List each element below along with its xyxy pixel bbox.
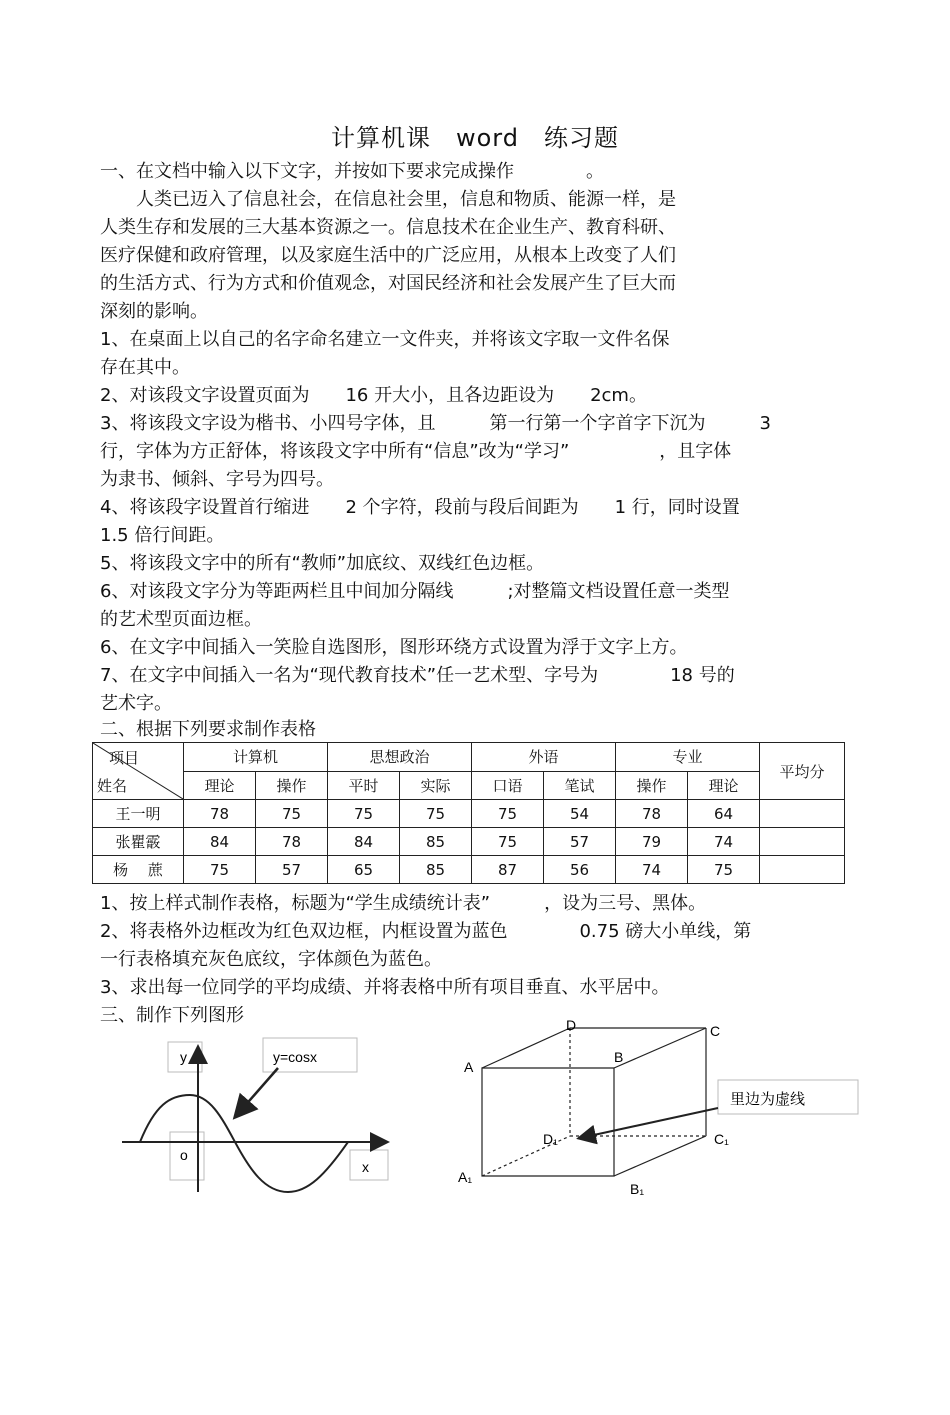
task-line: 的艺术型页面边框。 — [100, 609, 262, 630]
score-cell: 75 — [328, 800, 400, 828]
passage-line: 人类生存和发展的三大基本资源之一。信息技术在企业生产、教育科研、 — [100, 217, 676, 238]
score-cell: 74 — [616, 856, 688, 884]
average-cell — [760, 856, 845, 884]
vertex-label-A1: A₁ — [458, 1169, 473, 1185]
vertex-label-B1: B₁ — [630, 1181, 645, 1197]
note-text: 里边为虚线 — [730, 1090, 806, 1108]
section3-heading: 三、制作下列图形 — [100, 1005, 244, 1026]
score-cell: 74 — [688, 828, 760, 856]
pointer-arrow — [236, 1068, 278, 1116]
y-axis-label: y — [180, 1049, 187, 1065]
corner-bottom-label: 姓名 — [97, 777, 128, 795]
group-header: 外语 — [472, 743, 616, 772]
vertex-label-D1: D₁ — [543, 1131, 558, 1147]
score-cell: 75 — [184, 856, 256, 884]
score-cell: 75 — [472, 800, 544, 828]
student-name: 杨 蔗 — [93, 856, 184, 884]
subheader: 口语 — [472, 771, 544, 800]
score-cell: 75 — [688, 856, 760, 884]
corner-cell — [93, 743, 184, 800]
group-header: 计算机 — [184, 743, 328, 772]
group-header: 思想政治 — [328, 743, 472, 772]
task-line: 艺术字。 — [100, 693, 172, 714]
table-row — [93, 828, 845, 856]
score-cell: 85 — [400, 828, 472, 856]
cosine-graph-figure — [110, 1030, 400, 1205]
score-cell: 57 — [544, 828, 616, 856]
score-cell: 54 — [544, 800, 616, 828]
group-header: 专业 — [616, 743, 760, 772]
subheader: 理论 — [184, 771, 256, 800]
task-line: 为隶书、倾斜、字号为四号。 — [100, 469, 334, 490]
page-title: 计算机课 word 练习题 — [331, 124, 619, 152]
score-cell: 78 — [256, 828, 328, 856]
subheader: 操作 — [616, 771, 688, 800]
cube-edge — [482, 1028, 570, 1068]
cube-figure — [450, 1012, 870, 1202]
score-cell: 57 — [256, 856, 328, 884]
subheader: 平时 — [328, 771, 400, 800]
task-line: 5、将该段文字中的所有“教师”加底纹、双线红色边框。 — [100, 553, 545, 574]
table-row — [93, 856, 845, 884]
passage-line: 医疗保健和政府管理，以及家庭生活中的广泛应用，从根本上改变了人们 — [100, 245, 676, 266]
task-line: 6、对该段文字分为等距两栏且中间加分隔线 ;对整篇文档设置任意一类型 — [100, 581, 730, 602]
task-line: 4、将该段字设置首行缩进 2 个字符，段前与段后间距为 1 行，同时设置 — [100, 497, 740, 518]
task-line: 1.5 倍行间距。 — [100, 525, 225, 546]
average-header: 平均分 — [760, 743, 845, 800]
corner-top-label: 项目 — [109, 749, 140, 767]
vertex-label-C1: C₁ — [714, 1131, 729, 1147]
cube-front-face — [482, 1068, 614, 1176]
task-line: 3、将该段文字设为楷书、小四号字体，且 第一行第一个字首字下沉为 3 — [100, 413, 771, 434]
average-cell — [760, 828, 845, 856]
score-cell: 78 — [616, 800, 688, 828]
x-label-box — [350, 1150, 388, 1180]
passage-line: 的生活方式、行为方式和价值观念，对国民经济和社会发展产生了巨大而 — [100, 273, 676, 294]
task-line: 1、在桌面上以自己的名字命名建立一文件夹，并将该文字取一文件名保 — [100, 329, 670, 350]
task-line: 6、在文字中间插入一笑脸自选图形，图形环绕方式设置为浮于文字上方。 — [100, 637, 688, 658]
origin-label: o — [180, 1147, 188, 1163]
task-line: 行，字体为方正舒体，将该段文字中所有“信息”改为“学习” ，且字体 — [100, 441, 732, 462]
score-cell: 75 — [472, 828, 544, 856]
task-line: 存在其中。 — [100, 357, 190, 378]
score-cell: 84 — [184, 828, 256, 856]
score-table — [92, 742, 845, 884]
subheader: 理论 — [688, 771, 760, 800]
note-arrow — [580, 1108, 718, 1138]
section1-heading: 一、在文档中输入以下文字，并按如下要求完成操作 。 — [100, 161, 604, 182]
score-cell: 78 — [184, 800, 256, 828]
task-line: 7、在文字中间插入一名为“现代教育技术”任一艺术型、字号为 18 号的 — [100, 665, 735, 686]
subheader: 实际 — [400, 771, 472, 800]
score-cell: 79 — [616, 828, 688, 856]
task-line: 3、求出每一位同学的平均成绩、并将表格中所有项目垂直、水平居中。 — [100, 977, 670, 998]
score-cell: 75 — [400, 800, 472, 828]
score-cell: 85 — [400, 856, 472, 884]
section2-heading: 二、根据下列要求制作表格 — [100, 719, 316, 740]
task-line: 一行表格填充灰色底纹，字体颜色为蓝色。 — [100, 949, 442, 970]
score-cell: 65 — [328, 856, 400, 884]
task-line: 1、按上样式制作表格，标题为“学生成绩统计表” ，设为三号、黑体。 — [100, 893, 707, 914]
table-row — [93, 800, 845, 828]
vertex-label-C: C — [710, 1023, 721, 1039]
average-cell — [760, 800, 845, 828]
score-cell: 84 — [328, 828, 400, 856]
task-line: 2、对该段文字设置页面为 16 开大小，且各边距设为 2cm。 — [100, 385, 647, 406]
vertex-label-A: A — [464, 1059, 474, 1075]
cube-edge — [614, 1028, 706, 1068]
subheader: 操作 — [256, 771, 328, 800]
cube-edge — [614, 1136, 706, 1176]
student-name: 王一明 — [93, 800, 184, 828]
subheader: 笔试 — [544, 771, 616, 800]
passage-line: 深刻的影响。 — [100, 301, 208, 322]
score-cell: 64 — [688, 800, 760, 828]
function-label: y=cosx — [273, 1049, 317, 1065]
task-line: 2、将表格外边框改为红色双边框，内框设置为蓝色 0.75 磅大小单线，第 — [100, 921, 752, 942]
vertex-label-D: D — [566, 1017, 577, 1033]
score-cell: 75 — [256, 800, 328, 828]
passage-line: 人类已迈入了信息社会，在信息社会里，信息和物质、能源一样，是 — [100, 189, 676, 210]
x-axis-label: x — [362, 1159, 369, 1175]
vertex-label-B: B — [614, 1049, 624, 1065]
score-cell: 87 — [472, 856, 544, 884]
student-name: 张瞿霰 — [93, 828, 184, 856]
score-cell: 56 — [544, 856, 616, 884]
